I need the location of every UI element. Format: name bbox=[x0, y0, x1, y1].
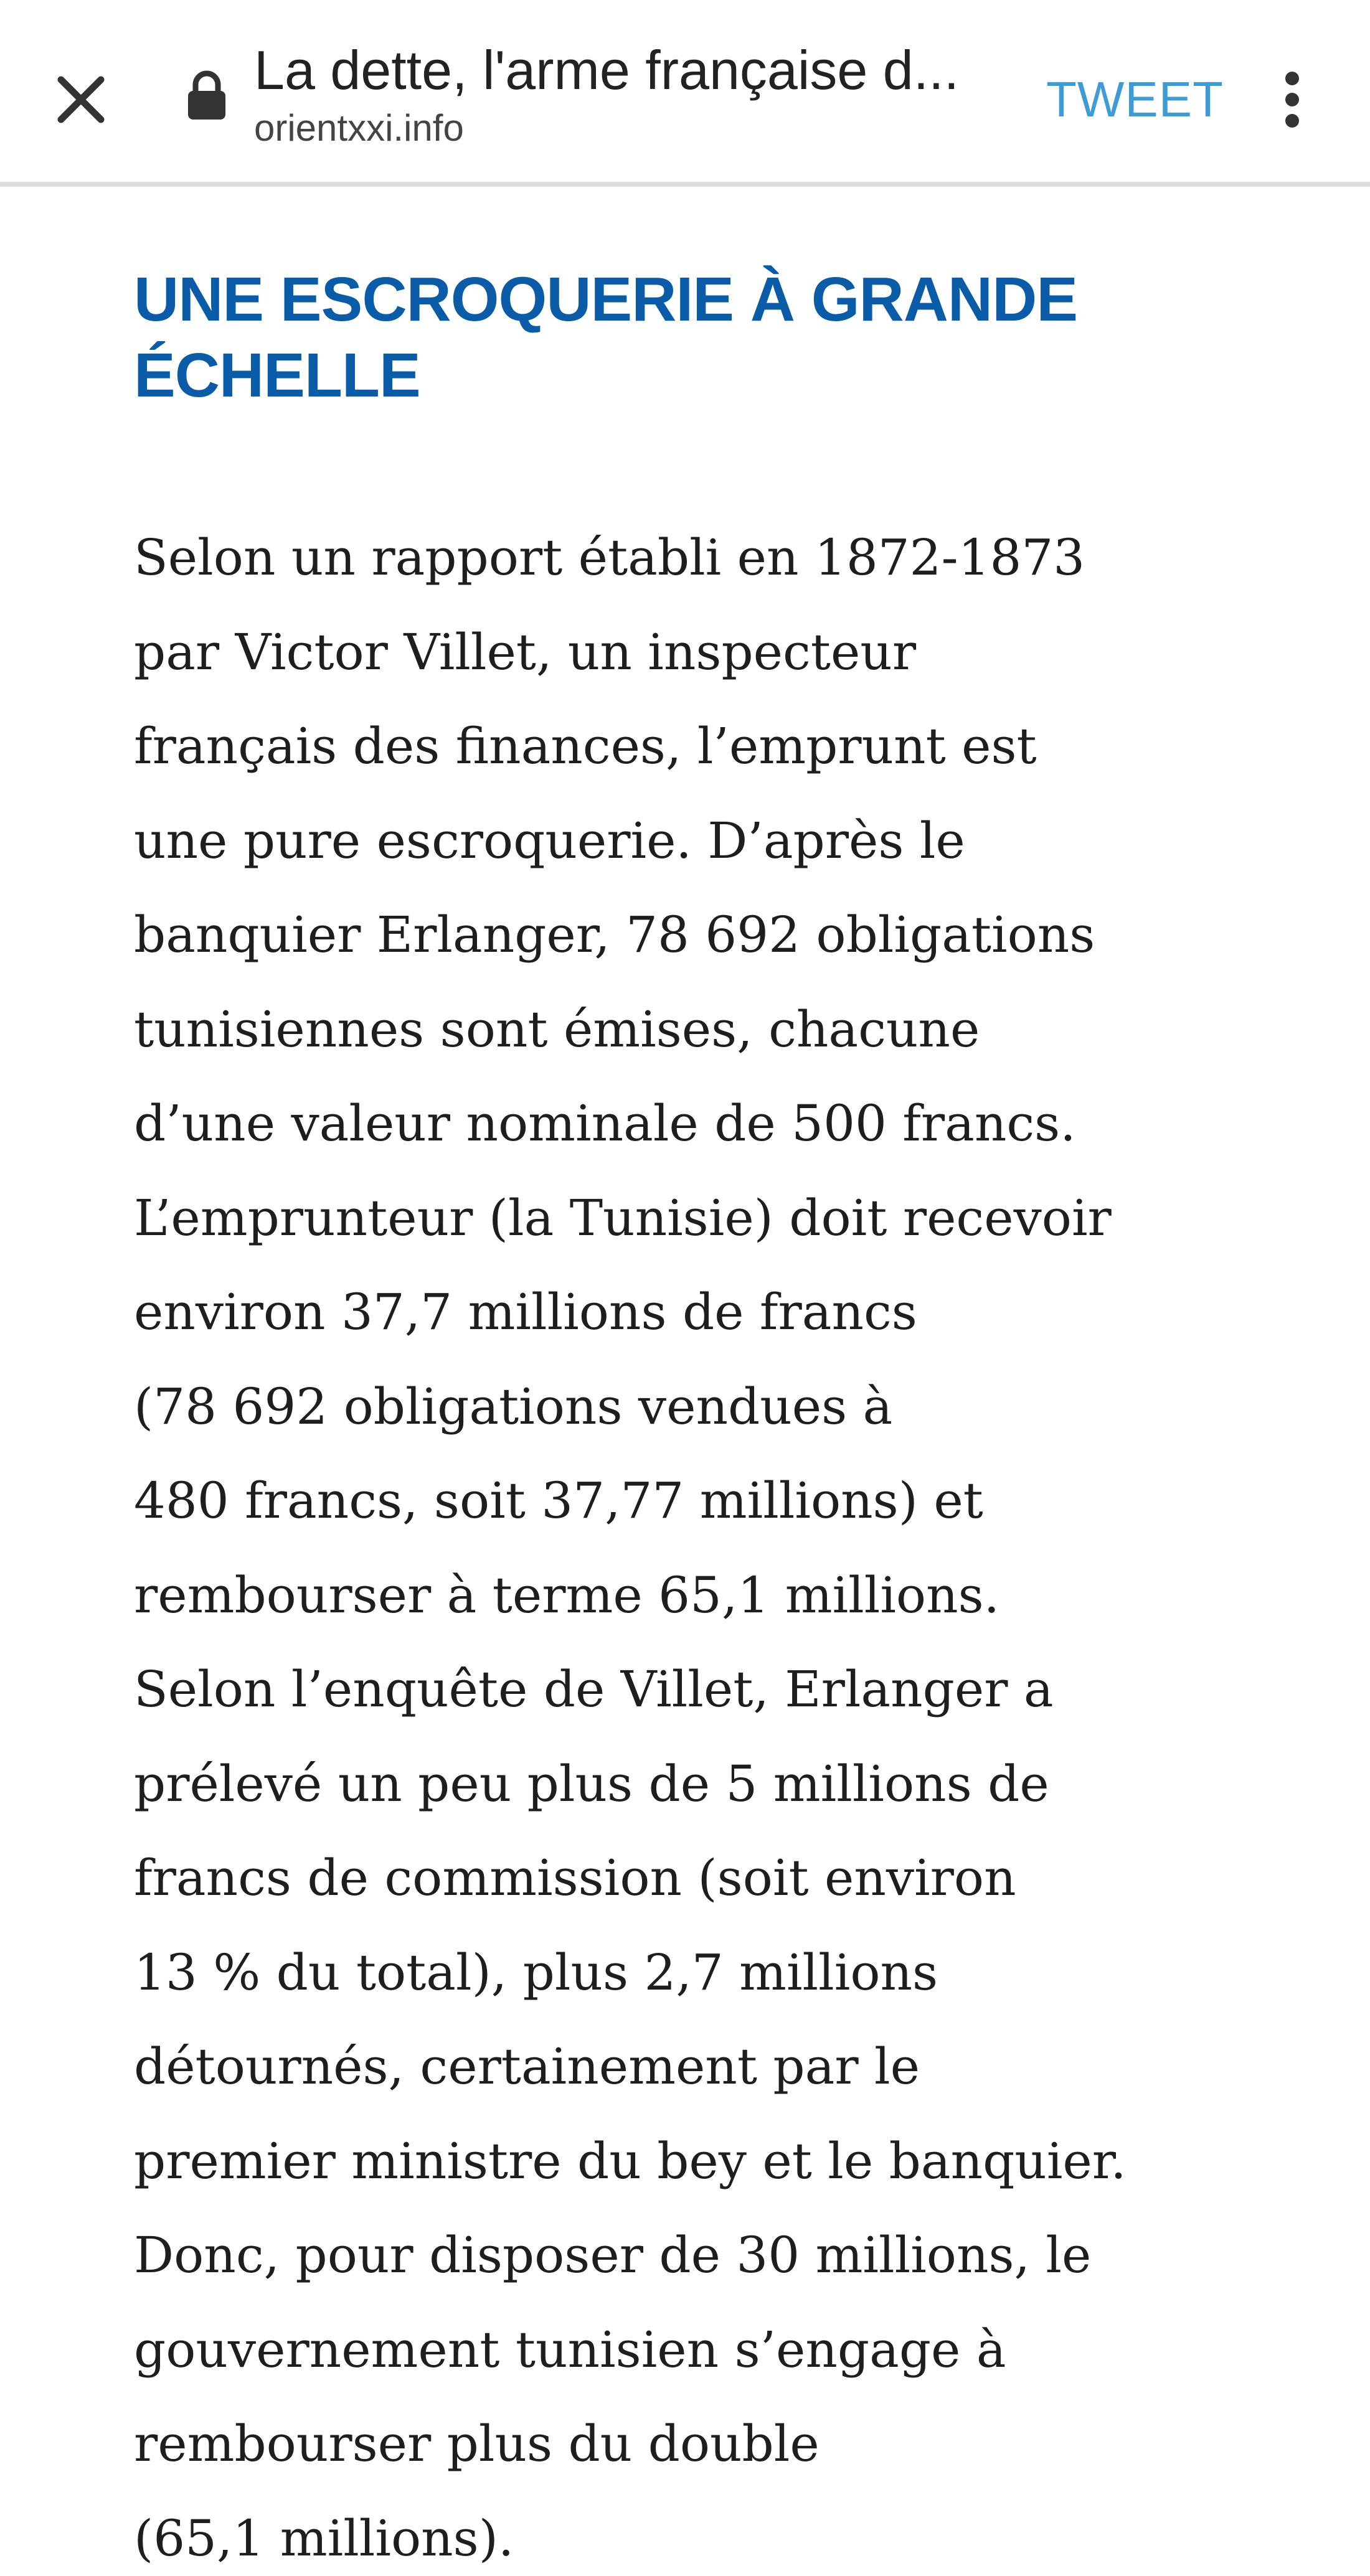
paragraph-line: francs de commission (soit environ bbox=[134, 1849, 1016, 1907]
paragraph-line: Donc, pour disposer de 30 millions, le bbox=[134, 2226, 1092, 2284]
paragraph-line: prélevé un peu plus de 5 millions de bbox=[134, 1754, 1049, 1813]
lock-icon bbox=[184, 68, 229, 121]
paragraph-line: Selon un rapport établi en 1872-1873 bbox=[134, 529, 1085, 586]
paragraph-line: 480 francs, soit 37,77 millions) et bbox=[134, 1472, 983, 1530]
page-title: La dette, l'arme française d... bbox=[254, 39, 960, 101]
paragraph-line: tunisiennes sont émises, chacune bbox=[134, 1000, 980, 1058]
close-icon bbox=[44, 62, 118, 137]
section-heading bbox=[134, 261, 1255, 413]
paragraph-line: environ 37,7 millions de francs bbox=[134, 1283, 917, 1341]
paragraph-line: (78 692 obligations vendues à bbox=[134, 1377, 893, 1436]
paragraph-line: premier ministre du bey et le banquier. bbox=[134, 2132, 1127, 2190]
paragraph-line: (65,1 millions). bbox=[134, 2509, 514, 2567]
page-domain: orientxxi.info bbox=[254, 107, 464, 149]
paragraph-line: une pure escroquerie. D’après le bbox=[134, 811, 965, 870]
paragraph-line: 13 % du total), plus 2,7 millions bbox=[134, 1943, 938, 2001]
article-body bbox=[134, 261, 1255, 2567]
paragraph-line: par Victor Villet, un inspecteur bbox=[134, 623, 917, 681]
page-title-block[interactable] bbox=[254, 36, 1001, 152]
paragraph-line: Selon l’enquête de Villet, Erlanger a bbox=[134, 1660, 1054, 1718]
paragraph-line: détournés, certainement par le bbox=[134, 2038, 920, 2095]
paragraph-line: gouvernement tunisien s’engage à bbox=[134, 2320, 1006, 2379]
more-vert-icon bbox=[1264, 62, 1320, 137]
section-heading-line: UNE ESCROQUERIE À GRANDE bbox=[134, 265, 1078, 334]
paragraph-line: français des finances, l’emprunt est bbox=[134, 717, 1037, 775]
paragraph-line: L’emprunteur (la Tunisie) doit recevoir bbox=[134, 1188, 1112, 1247]
paragraph-line: rembourser à terme 65,1 millions. bbox=[134, 1566, 1000, 1624]
tweet-button[interactable]: TWEET bbox=[1046, 72, 1224, 127]
browser-toolbar bbox=[0, 0, 1370, 187]
close-button[interactable] bbox=[44, 62, 118, 137]
paragraph-line: banquier Erlanger, 78 692 obligations bbox=[134, 906, 1095, 964]
overflow-menu-button[interactable] bbox=[1264, 62, 1320, 137]
section-heading-line: ÉCHELLE bbox=[134, 341, 420, 410]
paragraph-line: rembourser plus du double bbox=[134, 2415, 820, 2473]
paragraph-line: d’une valeur nominale de 500 francs. bbox=[134, 1094, 1076, 1152]
article-paragraph bbox=[134, 510, 1255, 2576]
